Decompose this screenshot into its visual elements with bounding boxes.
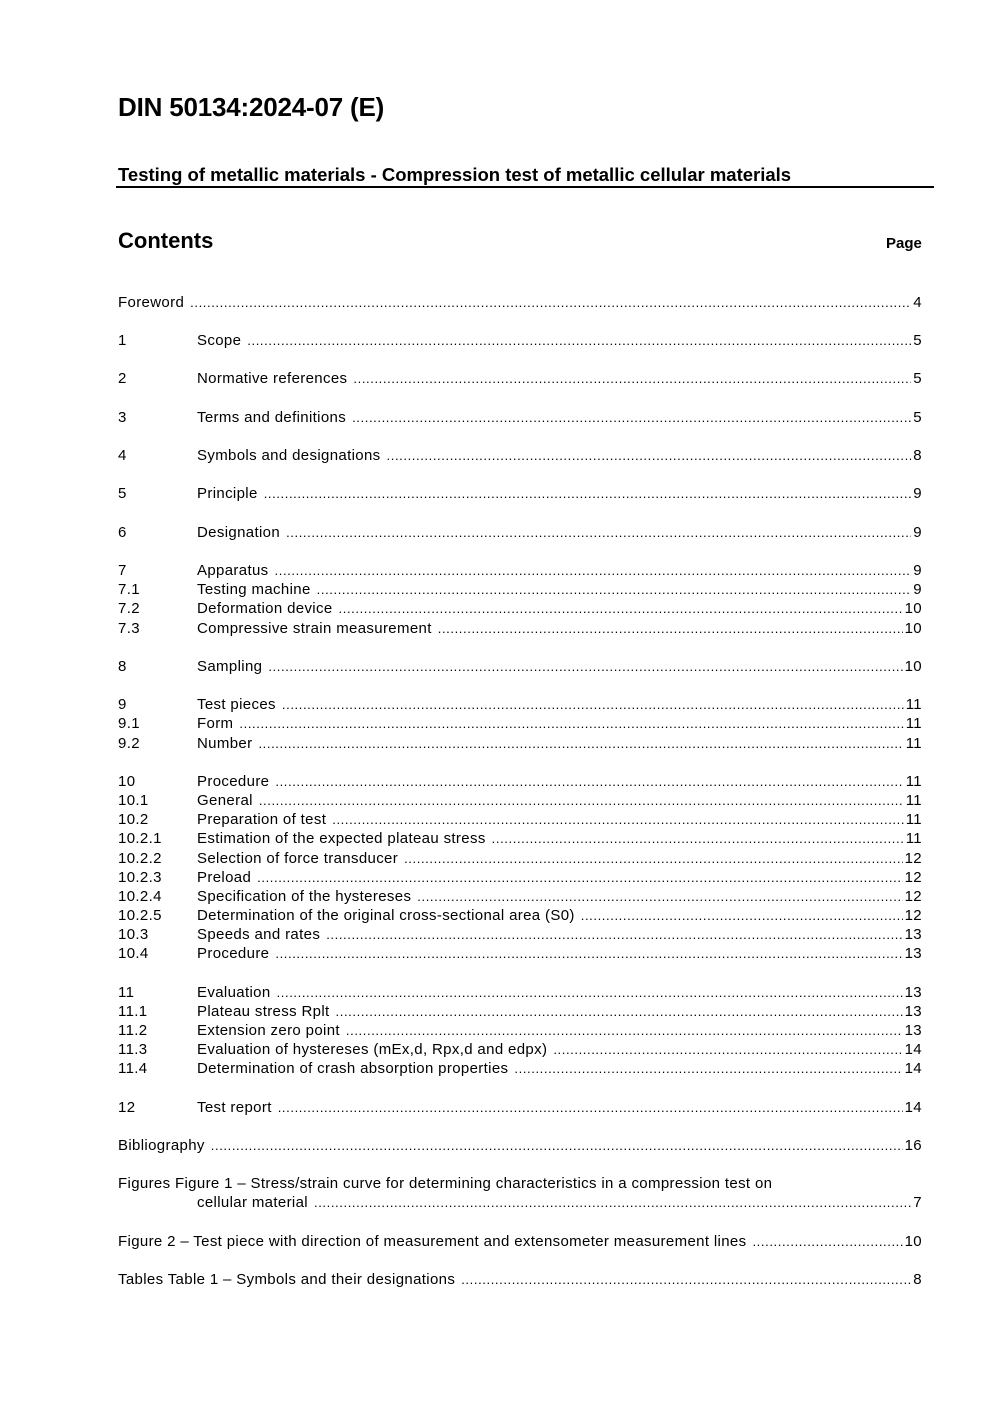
toc-entry-title: Specification of the hystereses bbox=[197, 888, 412, 905]
toc-entry-page: 11 bbox=[905, 696, 922, 713]
toc-dot-leader bbox=[190, 293, 911, 312]
toc-entry[interactable] bbox=[118, 1002, 922, 1021]
toc-entry-number: 1 bbox=[118, 332, 127, 349]
toc-entry-number: 12 bbox=[118, 1099, 136, 1116]
toc-entry-number: 8 bbox=[118, 658, 127, 675]
toc-figure-1-entry[interactable] bbox=[118, 1193, 922, 1212]
toc-entry-title: Determination of the original cross-sectional area (S0) bbox=[197, 907, 575, 924]
toc-entry-number: 11.1 bbox=[118, 1003, 148, 1020]
toc-dot-leader bbox=[417, 887, 902, 906]
toc-entry-number: 10.3 bbox=[118, 926, 149, 943]
toc-entry-title: Designation bbox=[197, 524, 281, 541]
toc-dot-leader bbox=[353, 369, 911, 388]
toc-dot-leader bbox=[277, 983, 903, 1002]
toc-entry-title: Bibliography bbox=[118, 1137, 205, 1154]
toc-entry-title: Extension zero point bbox=[197, 1022, 340, 1039]
toc-dot-leader bbox=[346, 1021, 903, 1040]
toc-entry-page: 13 bbox=[904, 1003, 922, 1020]
toc-dot-leader bbox=[278, 1098, 903, 1117]
toc-entry-number: 4 bbox=[118, 447, 127, 464]
toc-entry-number: 7.3 bbox=[118, 620, 140, 637]
toc-entry[interactable] bbox=[118, 887, 922, 906]
toc-dot-leader bbox=[259, 791, 904, 810]
document-title: Testing of metallic materials - Compression test of metallic cellular materials bbox=[118, 164, 792, 185]
toc-entry-page: 14 bbox=[904, 1041, 922, 1058]
toc-dot-leader bbox=[282, 695, 904, 714]
toc-entry-title: General bbox=[197, 792, 253, 809]
toc-entry-title: Selection of force transducer bbox=[197, 850, 399, 867]
toc-entry-title: Apparatus bbox=[197, 562, 269, 579]
toc-entry-page: 8 bbox=[913, 447, 922, 464]
toc-dot-leader bbox=[553, 1040, 902, 1059]
toc-entry[interactable] bbox=[118, 619, 922, 638]
toc-entry-page: 16 bbox=[904, 1137, 922, 1154]
toc-entry[interactable] bbox=[118, 657, 922, 676]
toc-entry-title: Compressive strain measurement bbox=[197, 620, 432, 637]
toc-entry-title: Testing machine bbox=[197, 581, 311, 598]
toc-entry-title: Determination of crash absorption properties bbox=[197, 1060, 509, 1077]
toc-entry-title: Plateau stress Rplt bbox=[197, 1003, 330, 1020]
toc-dot-leader bbox=[492, 829, 904, 848]
toc-entry-title: Preparation of test bbox=[197, 811, 327, 828]
toc-entry-number: 2 bbox=[118, 370, 127, 387]
toc-entry-number: 10.2.3 bbox=[118, 869, 162, 886]
toc-entry-page: 12 bbox=[904, 869, 922, 886]
toc-dot-leader bbox=[404, 849, 903, 868]
toc-entry-number: 7.2 bbox=[118, 600, 140, 617]
toc-entry[interactable] bbox=[118, 983, 922, 1002]
toc-entry-page: 5 bbox=[913, 409, 922, 426]
toc-entry-page: 11 bbox=[905, 830, 922, 847]
contents-heading: Contents bbox=[118, 228, 214, 253]
toc-entry[interactable] bbox=[118, 868, 922, 887]
toc-entry-number: 9 bbox=[118, 696, 127, 713]
toc-dot-leader bbox=[239, 714, 903, 733]
toc-entry-title: Deformation device bbox=[197, 600, 333, 617]
page-column-heading: Page bbox=[886, 235, 922, 252]
toc-entry[interactable] bbox=[118, 293, 922, 312]
toc-dot-leader bbox=[247, 331, 911, 350]
toc-entry[interactable] bbox=[118, 772, 922, 791]
toc-entry-page: 13 bbox=[904, 1022, 922, 1039]
toc-entry[interactable] bbox=[118, 408, 922, 427]
toc-dot-leader bbox=[314, 1193, 911, 1212]
toc-entry-page: 10 bbox=[904, 600, 922, 617]
toc-entry-title: Test pieces bbox=[197, 696, 276, 713]
toc-entry-title: cellular material bbox=[197, 1194, 308, 1211]
toc-entry-page: 13 bbox=[904, 926, 922, 943]
toc-entry[interactable] bbox=[118, 810, 922, 829]
toc-entry-page: 13 bbox=[904, 984, 922, 1001]
toc-entry-title: Evaluation bbox=[197, 984, 271, 1001]
toc-entry-page: 13 bbox=[904, 945, 922, 962]
toc-entry-page: 10 bbox=[904, 620, 922, 637]
toc-entry-title: Scope bbox=[197, 332, 242, 349]
toc-entry-page: 11 bbox=[905, 792, 922, 809]
toc-entry-page: 11 bbox=[905, 811, 922, 828]
toc-figure-2-entry[interactable] bbox=[118, 1232, 922, 1251]
toc-entry-title: Procedure bbox=[197, 773, 270, 790]
toc-dot-leader bbox=[275, 561, 912, 580]
toc-entry-page: 5 bbox=[913, 370, 922, 387]
toc-entry-title: Form bbox=[197, 715, 234, 732]
toc-dot-leader bbox=[438, 619, 903, 638]
toc-entry[interactable] bbox=[118, 369, 922, 388]
toc-entry-page: 11 bbox=[905, 773, 922, 790]
toc-entry-title: Terms and definitions bbox=[197, 409, 347, 426]
toc-entry-title: Number bbox=[197, 735, 253, 752]
toc-dot-leader bbox=[461, 1270, 911, 1289]
toc-entry-title: Evaluation of hystereses (mEx,d, Rpx,d and edpx) bbox=[197, 1041, 548, 1058]
toc-dot-leader bbox=[275, 772, 903, 791]
toc-entry-title: Symbols and designations bbox=[197, 447, 381, 464]
toc-dot-leader bbox=[211, 1136, 903, 1155]
toc-dot-leader bbox=[581, 906, 903, 925]
toc-entry-title: Sampling bbox=[197, 658, 263, 675]
toc-entry-number: 11.4 bbox=[118, 1060, 148, 1077]
toc-entry-number: 10.2.4 bbox=[118, 888, 162, 905]
toc-entry[interactable] bbox=[118, 944, 922, 963]
toc-entry-title: Figure 2 – Test piece with direction of measurement and extensometer measurement lines bbox=[118, 1233, 747, 1250]
toc-dot-leader bbox=[257, 868, 902, 887]
toc-dot-leader bbox=[332, 810, 903, 829]
toc-entry-page: 5 bbox=[913, 332, 922, 349]
toc-figure-1-first-line[interactable]: Figures Figure 1 – Stress/strain curve for determining characteristics in a compression test on bbox=[118, 1175, 773, 1192]
document-id: DIN 50134:2024-07 (E) bbox=[118, 92, 385, 122]
toc-dot-leader bbox=[387, 446, 912, 465]
toc-entry-page: 9 bbox=[913, 524, 922, 541]
toc-entry-page: 11 bbox=[905, 715, 922, 732]
toc-entry[interactable] bbox=[118, 1136, 922, 1155]
toc-entry-number: 7.1 bbox=[118, 581, 140, 598]
toc-entry-number: 7 bbox=[118, 562, 127, 579]
toc-entry-title: Normative references bbox=[197, 370, 348, 387]
toc-entry-number: 10.2 bbox=[118, 811, 149, 828]
toc-entry-title: Preload bbox=[197, 869, 252, 886]
toc-entry-page: 7 bbox=[913, 1194, 922, 1211]
toc-entry-number: 9.2 bbox=[118, 735, 140, 752]
toc-entry-page: 10 bbox=[904, 1233, 922, 1250]
toc-entry[interactable] bbox=[118, 331, 922, 350]
toc-dot-leader bbox=[286, 523, 911, 542]
toc-entry-page: 12 bbox=[904, 850, 922, 867]
toc-entry-number: 11.2 bbox=[118, 1022, 148, 1039]
toc-entry[interactable] bbox=[118, 1098, 922, 1117]
toc-entry[interactable] bbox=[118, 791, 922, 810]
toc-entry-page: 11 bbox=[905, 735, 922, 752]
toc-entry[interactable] bbox=[118, 1021, 922, 1040]
toc-entry[interactable] bbox=[118, 906, 922, 925]
toc-dot-leader bbox=[326, 925, 902, 944]
toc-dot-leader bbox=[275, 944, 902, 963]
toc-entry-number: 3 bbox=[118, 409, 127, 426]
toc-entry-page: 12 bbox=[904, 888, 922, 905]
toc-entry-number: 5 bbox=[118, 485, 127, 502]
toc-dot-leader bbox=[264, 484, 912, 503]
toc-entry-number: 10.2.2 bbox=[118, 850, 162, 867]
toc-entry-page: 14 bbox=[904, 1060, 922, 1077]
toc-entry[interactable] bbox=[118, 714, 922, 733]
toc-dot-leader bbox=[268, 657, 902, 676]
toc-entry-page: 9 bbox=[913, 581, 922, 598]
toc-entry[interactable] bbox=[118, 523, 922, 542]
toc-entry[interactable] bbox=[118, 734, 922, 753]
toc-entry-number: 9.1 bbox=[118, 715, 140, 732]
toc-dot-leader bbox=[336, 1002, 903, 1021]
toc-dot-leader bbox=[514, 1059, 902, 1078]
toc-entry-number: 6 bbox=[118, 524, 127, 541]
toc-entry-title: Estimation of the expected plateau stress bbox=[197, 830, 486, 847]
toc-entry-page: 12 bbox=[904, 907, 922, 924]
toc-entry-page: 9 bbox=[913, 562, 922, 579]
toc-entry[interactable] bbox=[118, 829, 922, 848]
toc-entry[interactable] bbox=[118, 446, 922, 465]
toc-dot-leader bbox=[352, 408, 911, 427]
toc-entry[interactable] bbox=[118, 484, 922, 503]
toc-entry[interactable] bbox=[118, 561, 922, 580]
toc-entry-number: 10.1 bbox=[118, 792, 149, 809]
toc-dot-leader bbox=[752, 1232, 902, 1251]
toc-entry-title: Test report bbox=[197, 1099, 272, 1116]
toc-dot-leader bbox=[317, 580, 912, 599]
toc-entry-page: 14 bbox=[904, 1099, 922, 1116]
toc-entry-page: 8 bbox=[913, 1271, 922, 1288]
toc-entry[interactable] bbox=[118, 1059, 922, 1078]
toc-entry-title: Principle bbox=[197, 485, 258, 502]
toc-entry-title: Foreword bbox=[118, 294, 185, 311]
toc-entry-number: 10.2.5 bbox=[118, 907, 162, 924]
toc-entry-number: 10.2.1 bbox=[118, 830, 162, 847]
toc-entry[interactable] bbox=[118, 925, 922, 944]
toc-entry-number: 10.4 bbox=[118, 945, 149, 962]
toc-entry-title: Speeds and rates bbox=[197, 926, 321, 943]
toc-entry-page: 10 bbox=[904, 658, 922, 675]
toc-entry-number: 11 bbox=[118, 984, 135, 1001]
toc-table-1-entry[interactable] bbox=[118, 1270, 922, 1289]
toc-entry-page: 4 bbox=[913, 294, 922, 311]
toc-entry[interactable] bbox=[118, 849, 922, 868]
title-underline bbox=[116, 186, 934, 188]
toc-dot-leader bbox=[258, 734, 903, 753]
toc-entry-title: Procedure bbox=[197, 945, 270, 962]
toc-entry-title: Tables Table 1 – Symbols and their designations bbox=[118, 1271, 456, 1288]
toc-entry[interactable] bbox=[118, 580, 922, 599]
toc-entry[interactable] bbox=[118, 1040, 922, 1059]
toc-entry[interactable] bbox=[118, 695, 922, 714]
toc-entry-number: 10 bbox=[118, 773, 136, 790]
toc-entry-page: 9 bbox=[913, 485, 922, 502]
toc-entry-number: 11.3 bbox=[118, 1041, 148, 1058]
toc-entry[interactable] bbox=[118, 599, 922, 618]
toc-dot-leader bbox=[339, 599, 903, 618]
